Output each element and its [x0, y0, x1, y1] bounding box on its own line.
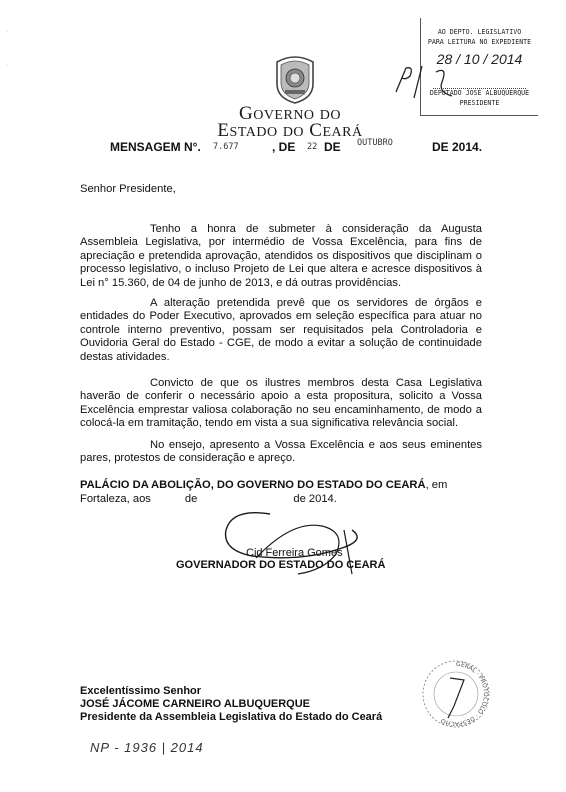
message-de-2: DE — [324, 140, 341, 154]
round-seal-icon — [420, 658, 492, 730]
government-title: GOVERNO DO — [238, 103, 342, 124]
scan-mark: · — [6, 28, 9, 35]
palace-name: PALÁCIO DA ABOLIÇÃO, DO GOVERNO DO ESTADO DO CEARÁ — [80, 479, 426, 491]
stamp-role: PRESIDENTE — [459, 98, 500, 107]
stamp-line-1: AO DEPTO. LEGISLATIVO — [437, 28, 522, 36]
signatory-title: GOVERNADOR DO ESTADO DO CEARÁ — [176, 559, 386, 571]
stamp-deputy: DEPUTADO JOSÉ ALBUQUERQUE — [429, 89, 530, 97]
seal-text: GERAL · PROTOCOLO · DESPACHO — [439, 660, 489, 728]
signatory-name: Cid Ferreira Gomes — [246, 547, 343, 559]
message-de-1: , DE — [272, 140, 296, 154]
message-label: MENSAGEM N°. — [110, 140, 201, 154]
svg-text:GERAL · PROTOCOLO · DESPACHO — [440, 661, 489, 727]
addressee-line-2: JOSÉ JÁCOME CARNEIRO ALBUQUERQUE — [80, 698, 311, 710]
protocol-number: NP - 1936 | 2014 — [90, 740, 204, 755]
closing-line-1: PALÁCIO DA ABOLIÇÃO, DO GOVERNO DO ESTADO DO CEARÁ, em — [80, 479, 448, 491]
paragraph-2: A alteração pretendida prevê que os servidores de órgãos e entidades do Poder Executivo, aprovados em seleção específica para atuar no controle interno preventivo, possam ser requisitados pela Controladoria e Ouvidoria Geral do Estado - CGE, de modo a evitar a solução de continuidade destas atividades. — [80, 297, 482, 363]
closing-line-2: Fortaleza, aos de de 2014. — [80, 493, 337, 505]
handwritten-initials-icon — [392, 62, 462, 102]
paragraph-1: Tenho a honra de submeter à consideração da Augusta Assembleia Legislativa, por intermédio de Vossa Excelência, para fins de apreciação e pretendida aprovação, atendidos os dispositivos que disciplinam o processo legislativo, o incluso Projeto de Lei que altera e acresce dispositivos à Lei n° 15.360, de 04 de junho de 2013, e dá outras providências. — [80, 223, 482, 289]
message-year: DE 2014. — [432, 140, 483, 154]
salutation: Senhor Presidente, — [80, 183, 176, 195]
message-number: 7.677 — [213, 142, 239, 152]
scan-mark: · — [6, 62, 9, 69]
message-month: OUTUBRO — [357, 138, 393, 148]
paragraph-3: Convicto de que os ilustres membros desta Casa Legislativa haverão de conferir o necessário apoio a esta propositura, solicito a Vossa Excelência emprestar valiosa colaboração no seu encaminhamento, de modo a colocá-la em tramitação, tendo em vista a sua significativa relevância social. — [80, 377, 482, 430]
message-day: 22 — [307, 142, 318, 152]
addressee-line-3: Presidente da Assembleia Legislativa do Estado do Ceará — [80, 711, 383, 723]
state-title: ESTADO DO CEARÁ — [217, 120, 363, 141]
coat-of-arms-icon — [271, 54, 319, 104]
stamp-date: 28 / 10 / 2014 — [436, 51, 523, 67]
stamp-line-2: PARA LEITURA NO EXPEDIENTE — [427, 37, 532, 46]
addressee-line-1: Excelentíssimo Senhor — [80, 685, 202, 697]
paragraph-4: No ensejo, apresento a Vossa Excelência e aos seus eminentes pares, protestos de consideração e apreço. — [80, 439, 482, 465]
